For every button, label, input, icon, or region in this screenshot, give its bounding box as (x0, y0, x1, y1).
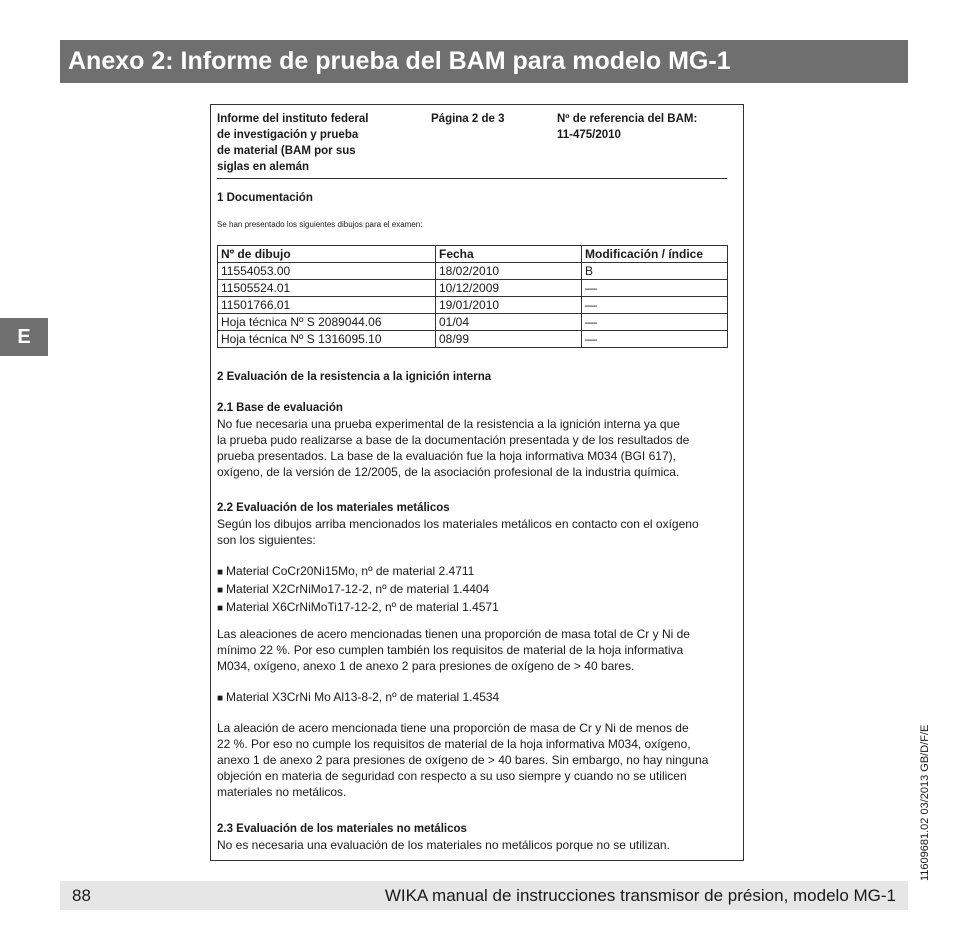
cell-date: 08/99 (436, 331, 582, 348)
list-item: ■ Material CoCr20Ni15Mo, nº de material 2.4711 (217, 563, 499, 581)
report-institute: Informe del instituto federal de investigación y prueba de material (BAM por sus siglas en alemán (217, 113, 369, 173)
cell-modification: — (582, 331, 728, 348)
cell-drawing-number: Hoja técnica Nº S 1316095.10 (218, 331, 436, 348)
page-number: 88 (72, 886, 91, 905)
cell-modification: — (582, 314, 728, 331)
column-header-date: Fecha (436, 246, 582, 263)
cell-date: 01/04 (436, 314, 582, 331)
header-divider (217, 178, 727, 179)
test-report-box (210, 104, 744, 861)
cell-modification: B (582, 263, 728, 280)
drawings-note: Se han presentado los siguientes dibujos para el examen: (217, 220, 423, 229)
column-header-drawing-number: Nº de dibujo (218, 246, 436, 263)
cell-modification: — (582, 297, 728, 314)
section-nonmetallic-title: 2.3 Evaluación de los materiales no metálicos (217, 823, 467, 835)
column-header-modification: Modificación / índice (582, 246, 728, 263)
cell-drawing-number: 11501766.01 (218, 297, 436, 314)
cell-date: 10/12/2009 (436, 280, 582, 297)
cell-date: 19/01/2010 (436, 297, 582, 314)
metallic-materials-intro: Según los dibujos arriba mencionados los materiales metálicos en contacto con el oxígeno son los siguientes: (217, 517, 699, 547)
footer-bar (60, 881, 908, 910)
list-item: ■ Material X6CrNiMoTi17-12-2, nº de material 1.4571 (217, 599, 499, 617)
section-evaluation-basis-title: 2.1 Base de evaluación (217, 402, 343, 414)
footer-title: WIKA manual de instrucciones transmisor de présion, modelo MG-1 (384, 886, 896, 905)
section-ignition-title: 2 Evaluación de la resistencia a la ignición interna (217, 371, 492, 383)
cell-drawing-number: 11554053.00 (218, 263, 436, 280)
alloy-noncompliant-text: La aleación de acero mencionada tiene una proporción de masa de Cr y Ni de menos de 22 %. Por eso no cumple los requisitos de material de la hoja informativa M034, oxígeno, anexo 1 de anexo 2 para presiones de oxígeno de > 40 bares. Sin embargo, no hay ninguna objeción en materia de seguridad con respecto a su uso siempre y cuando no se utilicen materiales no metálicos. (217, 721, 709, 799)
drawings-table (217, 245, 728, 348)
cell-drawing-number: Hoja técnica Nº S 2089044.06 (218, 314, 436, 331)
extra-material-list (217, 689, 499, 707)
section-metallic-materials-title: 2.2 Evaluación de los materiales metálicos (217, 502, 450, 514)
table-row (218, 314, 728, 331)
report-page-info: Página 2 de 3 (431, 113, 505, 125)
table-row (218, 263, 728, 280)
table-row (218, 297, 728, 314)
nonmetallic-text: No es necesaria una evaluación de los materiales no metálicos porque no se utilizan. (217, 838, 670, 852)
table-header-row (218, 246, 728, 263)
language-tab: E (0, 318, 48, 356)
table-row (218, 280, 728, 297)
cell-modification: — (582, 280, 728, 297)
page-title: Anexo 2: Informe de prueba del BAM para modelo MG-1 (60, 40, 908, 83)
section-documentation-title: 1 Documentación (217, 192, 313, 204)
alloys-compliant-text: Las aleaciones de acero mencionadas tienen una proporción de masa total de Cr y Ni de mínimo 22 %. Por eso cumplen también los requisitos de material de la hoja informativa M034, oxígeno, anexo 1 de anexo 2 para presiones de oxígeno de > 40 bares. (217, 627, 690, 673)
document-code: 11609681.02 03/2013 GB/D/F/E (919, 724, 931, 881)
evaluation-basis-text: No fue necesaria una prueba experimental de la resistencia a la ignición interna ya que la prueba pudo realizarse a base de la documentación presentada y de los resultados de prueba presentados. La base de la evaluación fue la hoja informativa M034 (BGI 617), oxígeno, de la versión de 12/2005, de la asociación profesional de la industria química. (217, 417, 690, 479)
table-row (218, 331, 728, 348)
list-item: ■ Material X2CrNiMo17-12-2, nº de material 1.4404 (217, 581, 499, 599)
cell-drawing-number: 11505524.01 (218, 280, 436, 297)
cell-date: 18/02/2010 (436, 263, 582, 280)
report-reference: Nº de referencia del BAM: 11-475/2010 (557, 113, 698, 141)
list-item: ■ Material X3CrNi Mo Al13-8-2, nº de material 1.4534 (217, 689, 499, 707)
materials-list (217, 563, 499, 617)
